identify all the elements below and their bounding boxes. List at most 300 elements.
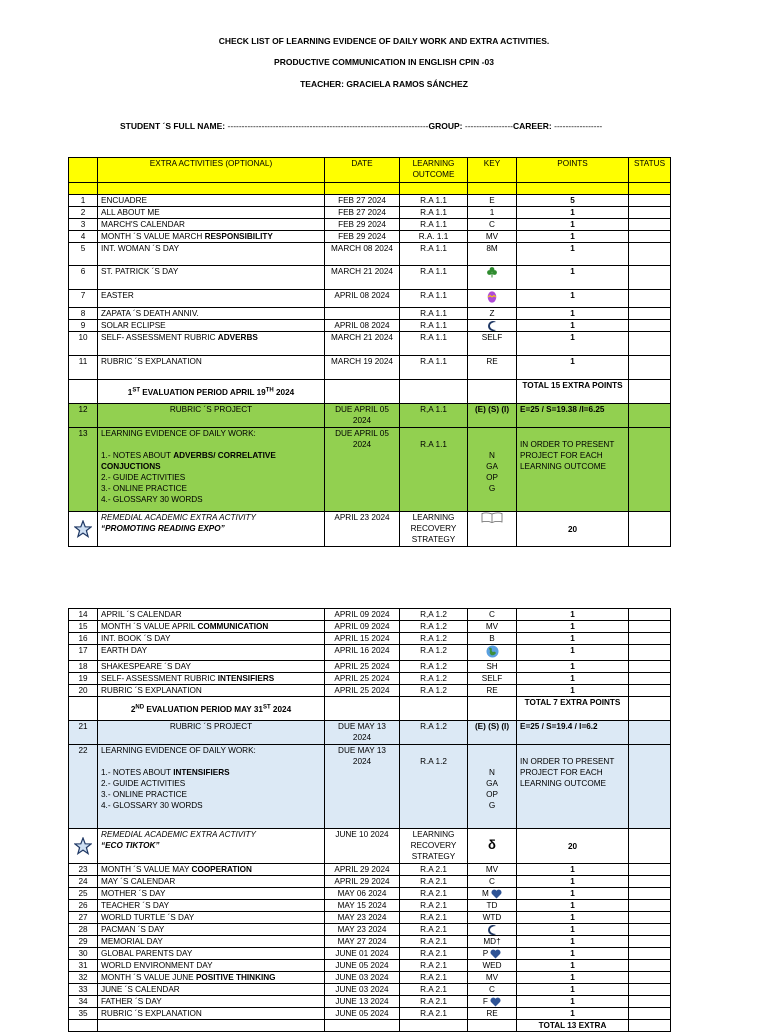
learning-outcome: R.A 1.2 xyxy=(400,685,468,697)
status-cell[interactable] xyxy=(629,996,671,1008)
activity-date: MAY 06 2024 xyxy=(325,888,400,900)
activity-key: MV xyxy=(468,864,517,876)
status-cell[interactable] xyxy=(629,673,671,685)
activity-points: 1 xyxy=(517,996,629,1008)
activity-key xyxy=(468,512,517,547)
status-cell[interactable] xyxy=(629,972,671,984)
activity-date: MARCH 21 2024 xyxy=(325,332,400,356)
activity-name: SOLAR ECLIPSE xyxy=(98,320,325,332)
activity-key: WTD xyxy=(468,912,517,924)
status-cell[interactable] xyxy=(629,308,671,320)
status-cell[interactable] xyxy=(629,661,671,673)
row-number: 25 xyxy=(69,888,98,900)
activity-key xyxy=(468,266,517,290)
activity-date: APRIL 15 2024 xyxy=(325,633,400,645)
activity-key: MV xyxy=(468,972,517,984)
table-row xyxy=(69,984,671,996)
empty xyxy=(400,1020,468,1032)
table-row xyxy=(69,1008,671,1020)
status-cell[interactable] xyxy=(629,829,671,864)
activity-points: 1 xyxy=(517,645,629,661)
activity-key: δ xyxy=(468,829,517,864)
activity-date: APRIL 08 2024 xyxy=(325,290,400,308)
group-label: GROUP: xyxy=(428,121,463,131)
status-cell[interactable] xyxy=(629,428,671,512)
activity-key: RE xyxy=(468,1008,517,1020)
row-number: 12 xyxy=(69,404,98,428)
learning-outcome: R.A 1.2 xyxy=(400,721,468,745)
activity-points: IN ORDER TO PRESENT PROJECT FOR EACH LEARNING OUTCOME xyxy=(517,745,629,829)
status-cell[interactable] xyxy=(629,984,671,996)
student-info-line xyxy=(120,121,602,131)
key-cell xyxy=(468,380,517,404)
status-cell[interactable] xyxy=(629,231,671,243)
activity-name: MONTH ´S VALUE MAY COOPERATION xyxy=(98,864,325,876)
activity-name: PACMAN ´S DAY xyxy=(98,924,325,936)
activity-key xyxy=(468,645,517,661)
activity-points: 1 xyxy=(517,621,629,633)
activity-key xyxy=(468,924,517,936)
activity-date: MARCH 08 2024 xyxy=(325,243,400,266)
date-cell xyxy=(325,380,400,404)
status-cell[interactable] xyxy=(629,876,671,888)
activity-key: Z xyxy=(468,308,517,320)
row-number: 2 xyxy=(69,207,98,219)
status-cell[interactable] xyxy=(629,888,671,900)
learning-outcome: R.A 1.1 xyxy=(400,266,468,290)
activity-points: 1 xyxy=(517,243,629,266)
table-row xyxy=(69,912,671,924)
activity-points: 1 xyxy=(517,972,629,984)
row-number: 21 xyxy=(69,721,98,745)
learning-outcome: R.A 1.2 xyxy=(400,745,468,829)
learning-outcome: LEARNING RECOVERY STRATEGY xyxy=(400,512,468,547)
activity-name: MONTH ´S VALUE JUNE POSITIVE THINKING xyxy=(98,972,325,984)
activity-points: 1 xyxy=(517,936,629,948)
activity-name: APRIL ´S CALENDAR xyxy=(98,609,325,621)
row-number: 22 xyxy=(69,745,98,829)
table-row xyxy=(69,685,671,697)
activities-table-2 xyxy=(68,608,671,1032)
learning-evidence-row xyxy=(69,745,671,829)
activity-key: 1 xyxy=(468,207,517,219)
status-cell[interactable] xyxy=(629,645,671,661)
activity-date: DUE MAY 13 2024 xyxy=(325,721,400,745)
activity-name: JUNE ´S CALENDAR xyxy=(98,984,325,996)
activity-date: APRIL 25 2024 xyxy=(325,685,400,697)
activity-date: JUNE 03 2024 xyxy=(325,972,400,984)
row-number: 33 xyxy=(69,984,98,996)
row-marker xyxy=(69,829,98,864)
row-number: 6 xyxy=(69,266,98,290)
row-number: 27 xyxy=(69,912,98,924)
activity-key: SELF xyxy=(468,332,517,356)
activity-name: RUBRIC ´S EXPLANATION xyxy=(98,685,325,697)
activity-name: MEMORIAL DAY xyxy=(98,936,325,948)
shamrock-icon xyxy=(486,267,498,276)
activity-key: (E) (S) (I) xyxy=(468,404,517,428)
status-cell[interactable] xyxy=(629,1008,671,1020)
activity-date: FEB 27 2024 xyxy=(325,207,400,219)
header-spacer-row xyxy=(69,183,671,195)
activity-points: 20 xyxy=(517,512,629,547)
row-number: 18 xyxy=(69,661,98,673)
activity-points: 1 xyxy=(517,332,629,356)
activity-points: 1 xyxy=(517,320,629,332)
activity-date: DUE APRIL 05 2024 xyxy=(325,404,400,428)
table-row xyxy=(69,645,671,661)
activity-name: REMEDIAL ACADEMIC EXTRA ACTIVITY “ECO TIKTOK” xyxy=(98,829,325,864)
activity-key: SELF xyxy=(468,673,517,685)
table-row xyxy=(69,219,671,231)
status-cell[interactable] xyxy=(629,219,671,231)
status-cell[interactable] xyxy=(629,745,671,829)
activity-points: 1 xyxy=(517,661,629,673)
earth-globe-icon xyxy=(486,647,499,656)
status-cell[interactable] xyxy=(629,512,671,547)
status-cell[interactable] xyxy=(629,900,671,912)
learning-outcome: R.A 1.2 xyxy=(400,673,468,685)
row-number: 3 xyxy=(69,219,98,231)
rubric-project-row xyxy=(69,721,671,745)
activity-date: FEB 27 2024 xyxy=(325,195,400,207)
activity-date: JUNE 03 2024 xyxy=(325,984,400,996)
row-number: 1 xyxy=(69,195,98,207)
activity-date: JUNE 13 2024 xyxy=(325,996,400,1008)
learning-outcome: R.A. 1.1 xyxy=(400,231,468,243)
learning-outcome: LEARNING RECOVERY STRATEGY xyxy=(400,829,468,864)
activity-name: INT. BOOK ´S DAY xyxy=(98,633,325,645)
learning-outcome: R.A 1.1 xyxy=(400,308,468,320)
activity-key: B xyxy=(468,633,517,645)
activity-date: FEB 29 2024 xyxy=(325,231,400,243)
activity-points: 1 xyxy=(517,924,629,936)
table-row xyxy=(69,207,671,219)
activity-date: MARCH 19 2024 xyxy=(325,356,400,380)
row-number: 23 xyxy=(69,864,98,876)
activity-name: TEACHER ´S DAY xyxy=(98,900,325,912)
column-header-key: KEY xyxy=(468,158,517,183)
table-row xyxy=(69,864,671,876)
activity-key: C xyxy=(468,609,517,621)
row-number: 7 xyxy=(69,290,98,308)
learning-outcome: R.A 1.1 xyxy=(400,320,468,332)
status-cell[interactable] xyxy=(629,924,671,936)
row-number: 32 xyxy=(69,972,98,984)
column-header-status: STATUS xyxy=(629,158,671,183)
activity-name: SELF- ASSESSMENT RUBRIC ADVERBS xyxy=(98,332,325,356)
activity-key: MD† xyxy=(468,936,517,948)
activity-points: 1 xyxy=(517,207,629,219)
learning-outcome: R.A 2.1 xyxy=(400,912,468,924)
easter-egg-icon xyxy=(487,292,497,301)
activity-points: 5 xyxy=(517,195,629,207)
column-header-activity: EXTRA ACTIVITIES (OPTIONAL) xyxy=(98,158,325,183)
learning-outcome: R.A 2.1 xyxy=(400,864,468,876)
empty xyxy=(468,1020,517,1032)
activity-points: 1 xyxy=(517,219,629,231)
activity-key xyxy=(468,290,517,308)
learning-outcome: R.A 1.2 xyxy=(400,645,468,661)
activity-points: 1 xyxy=(517,1008,629,1020)
star-icon xyxy=(74,841,92,850)
activity-points: 1 xyxy=(517,876,629,888)
activity-name: ZAPATA ´S DEATH ANNIV. xyxy=(98,308,325,320)
activity-name: INT. WOMAN ´S DAY xyxy=(98,243,325,266)
activity-date: MAY 15 2024 xyxy=(325,900,400,912)
header-number xyxy=(69,158,98,183)
table-row xyxy=(69,673,671,685)
row-number: 17 xyxy=(69,645,98,661)
learning-outcome: R.A 1.1 xyxy=(400,428,468,512)
row-number: 5 xyxy=(69,243,98,266)
status-cell[interactable] xyxy=(629,243,671,266)
learning-outcome: R.A 1.1 xyxy=(400,332,468,356)
activity-date: JUNE 05 2024 xyxy=(325,1008,400,1020)
activity-date: MAY 23 2024 xyxy=(325,912,400,924)
heart-icon xyxy=(491,889,502,898)
activity-name: MONTH ´S VALUE MARCH RESPONSIBILITY xyxy=(98,231,325,243)
status-cell[interactable] xyxy=(629,356,671,380)
activity-date: JUNE 01 2024 xyxy=(325,948,400,960)
row-number: 9 xyxy=(69,320,98,332)
learning-outcome: R.A 1.1 xyxy=(400,356,468,380)
activity-key: N GA OP G xyxy=(468,428,517,512)
activity-name: RUBRIC ´S PROJECT xyxy=(98,721,325,745)
status-cell[interactable] xyxy=(629,621,671,633)
student-name-label: STUDENT ´S FULL NAME: xyxy=(120,121,226,131)
open-book-icon xyxy=(481,513,503,522)
career-label: CAREER: xyxy=(513,121,552,131)
learning-outcome: R.A 1.1 xyxy=(400,290,468,308)
activity-date: APRIL 25 2024 xyxy=(325,673,400,685)
row-number: 19 xyxy=(69,673,98,685)
status-cell[interactable] xyxy=(629,609,671,621)
learning-outcome: R.A 1.2 xyxy=(400,633,468,645)
period-total-points: TOTAL 13 EXTRA xyxy=(517,1020,629,1032)
activity-key: RE xyxy=(468,685,517,697)
learning-outcome: R.A 1.1 xyxy=(400,207,468,219)
learning-outcome: R.A 1.1 xyxy=(400,219,468,231)
period-total-points: TOTAL 7 EXTRA POINTS xyxy=(517,697,629,721)
key-cell xyxy=(468,697,517,721)
heart-icon xyxy=(490,949,501,958)
activity-points: 1 xyxy=(517,948,629,960)
status-cell[interactable] xyxy=(629,320,671,332)
activity-date: APRIL 09 2024 xyxy=(325,609,400,621)
learning-outcome: R.A 1.1 xyxy=(400,243,468,266)
row-number: 26 xyxy=(69,900,98,912)
activity-key: RE xyxy=(468,356,517,380)
activity-points: 1 xyxy=(517,864,629,876)
activity-date: APRIL 29 2024 xyxy=(325,864,400,876)
status-cell[interactable] xyxy=(629,404,671,428)
table-row xyxy=(69,290,671,308)
activity-name: MOTHER ´S DAY xyxy=(98,888,325,900)
activity-points: 1 xyxy=(517,609,629,621)
career-field[interactable]: ----------------- xyxy=(554,121,603,131)
rubric-project-row xyxy=(69,404,671,428)
table-row xyxy=(69,356,671,380)
evaluation-period-row xyxy=(69,697,671,721)
activity-key: TD xyxy=(468,900,517,912)
status-cell[interactable] xyxy=(629,685,671,697)
activity-name: LEARNING EVIDENCE OF DAILY WORK: 1.- NOTES ABOUT ADVERBS/ CORRELATIVE CONJUCTIONS 2.- GUIDE ACTIVITIES 3.- ONLINE PRACTICE 4.- GLOSSARY 30 WORDS xyxy=(98,428,325,512)
activity-name: RUBRIC ´S EXPLANATION xyxy=(98,1008,325,1020)
empty xyxy=(69,183,98,195)
status-cell[interactable] xyxy=(629,266,671,290)
row-number: 15 xyxy=(69,621,98,633)
activity-key: C xyxy=(468,219,517,231)
moon-icon xyxy=(486,321,498,330)
activity-name: RUBRIC ´S PROJECT xyxy=(98,404,325,428)
row-number: 29 xyxy=(69,936,98,948)
status-cell[interactable] xyxy=(629,633,671,645)
evaluation-period-title-cell xyxy=(98,380,325,404)
activity-key: M xyxy=(468,888,517,900)
activity-points: IN ORDER TO PRESENT PROJECT FOR EACH LEARNING OUTCOME xyxy=(517,428,629,512)
group-field[interactable]: ----------------- xyxy=(464,121,514,131)
table-row xyxy=(69,243,671,266)
table-row xyxy=(69,936,671,948)
learning-outcome: R.A 2.1 xyxy=(400,924,468,936)
status-cell[interactable] xyxy=(629,332,671,356)
table-row xyxy=(69,621,671,633)
learning-outcome: R.A 1.2 xyxy=(400,621,468,633)
activity-key: WED xyxy=(468,960,517,972)
status-cell[interactable] xyxy=(629,864,671,876)
learning-outcome: R.A 2.1 xyxy=(400,888,468,900)
row-number xyxy=(69,1020,98,1032)
status-cell[interactable] xyxy=(629,912,671,924)
activity-points: 1 xyxy=(517,685,629,697)
row-number: 31 xyxy=(69,960,98,972)
table-row xyxy=(69,195,671,207)
empty xyxy=(517,183,629,195)
table-row xyxy=(69,231,671,243)
empty xyxy=(325,1020,400,1032)
row-number: 8 xyxy=(69,308,98,320)
activity-date: APRIL 16 2024 xyxy=(325,645,400,661)
activity-points: E=25 / S=19.4 / I=6.2 xyxy=(517,721,629,745)
activity-key: P xyxy=(468,948,517,960)
learning-outcome: R.A 1.1 xyxy=(400,195,468,207)
empty xyxy=(468,183,517,195)
remedial-activity-row xyxy=(69,829,671,864)
table-row xyxy=(69,266,671,290)
activity-points: 1 xyxy=(517,356,629,380)
row-number: 34 xyxy=(69,996,98,1008)
activity-date: JUNE 10 2024 xyxy=(325,829,400,864)
activity-name: WORLD TURTLE ´S DAY xyxy=(98,912,325,924)
activity-key: C xyxy=(468,984,517,996)
activity-points: 1 xyxy=(517,290,629,308)
activity-name: ST. PATRICK ´S DAY xyxy=(98,266,325,290)
activity-points: 1 xyxy=(517,900,629,912)
activity-name: FATHER ´S DAY xyxy=(98,996,325,1008)
evaluation-period-title: 2ND EVALUATION PERIOD MAY 31ST 2024 xyxy=(130,704,292,714)
learning-outcome: R.A 2.1 xyxy=(400,936,468,948)
row-number: 24 xyxy=(69,876,98,888)
activity-name: WORLD ENVIRONMENT DAY xyxy=(98,960,325,972)
status-cell[interactable] xyxy=(629,948,671,960)
activity-date: APRIL 08 2024 xyxy=(325,320,400,332)
table-row xyxy=(69,972,671,984)
status-cell[interactable] xyxy=(629,936,671,948)
row-number: 13 xyxy=(69,428,98,512)
document-title: CHECK LIST OF LEARNING EVIDENCE OF DAILY WORK AND EXTRA ACTIVITIES. xyxy=(218,36,550,46)
row-number: 4 xyxy=(69,231,98,243)
activity-name: ALL ABOUT ME xyxy=(98,207,325,219)
status-cell[interactable] xyxy=(629,207,671,219)
row-number: 16 xyxy=(69,633,98,645)
table-row xyxy=(69,888,671,900)
status-cell[interactable] xyxy=(629,290,671,308)
activity-points: E=25 / S=19.38 /I=6.25 xyxy=(517,404,629,428)
activity-key: MV xyxy=(468,621,517,633)
activity-key: MV xyxy=(468,231,517,243)
activity-name: SHAKESPEARE ´S DAY xyxy=(98,661,325,673)
period-total-points: TOTAL 15 EXTRA POINTS xyxy=(517,380,629,404)
outcome-cell xyxy=(400,697,468,721)
empty xyxy=(400,183,468,195)
row-number xyxy=(69,697,98,721)
learning-outcome: R.A 2.1 xyxy=(400,960,468,972)
activity-date: MAY 23 2024 xyxy=(325,924,400,936)
activity-key: N GA OP G xyxy=(468,745,517,829)
status-cell[interactable] xyxy=(629,721,671,745)
activity-date: APRIL 29 2024 xyxy=(325,876,400,888)
activity-points: 1 xyxy=(517,633,629,645)
activity-points: 1 xyxy=(517,231,629,243)
learning-outcome: R.A 2.1 xyxy=(400,900,468,912)
learning-outcome: R.A 1.2 xyxy=(400,661,468,673)
activity-name: GLOBAL PARENTS DAY xyxy=(98,948,325,960)
evaluation-period-row xyxy=(69,380,671,404)
table-row xyxy=(69,996,671,1008)
activity-points: 1 xyxy=(517,888,629,900)
learning-outcome: R.A 2.1 xyxy=(400,984,468,996)
empty xyxy=(325,183,400,195)
activity-date: MAY 27 2024 xyxy=(325,936,400,948)
student-name-field[interactable]: ----------------------------------------------------------------------- xyxy=(227,121,429,131)
learning-outcome: R,A 1.1 xyxy=(400,404,468,428)
activity-points: 1 xyxy=(517,984,629,996)
activity-name: MAY ´S CALENDAR xyxy=(98,876,325,888)
evaluation-period-title-cell xyxy=(98,697,325,721)
activity-name: MARCH'S CALENDAR xyxy=(98,219,325,231)
table-header-row xyxy=(69,158,671,183)
status-cell[interactable] xyxy=(629,697,671,721)
activity-name: SELF- ASSESSMENT RUBRIC INTENSIFIERS xyxy=(98,673,325,685)
activity-date: DUE APRIL 05 2024 xyxy=(325,428,400,512)
column-header-outcome: LEARNING OUTCOME xyxy=(400,158,468,183)
activity-key xyxy=(468,320,517,332)
status-cell[interactable] xyxy=(629,195,671,207)
activity-points: 1 xyxy=(517,912,629,924)
table-row xyxy=(69,609,671,621)
activities-table-1 xyxy=(68,157,671,547)
status-cell[interactable] xyxy=(629,960,671,972)
star-icon xyxy=(74,524,92,533)
status-cell[interactable] xyxy=(629,1020,671,1032)
row-number: 20 xyxy=(69,685,98,697)
table-row xyxy=(69,960,671,972)
status-cell[interactable] xyxy=(629,380,671,404)
course-title: PRODUCTIVE COMMUNICATION IN ENGLISH CPIN -03 xyxy=(274,57,494,67)
learning-evidence-row xyxy=(69,428,671,512)
table-row xyxy=(69,948,671,960)
